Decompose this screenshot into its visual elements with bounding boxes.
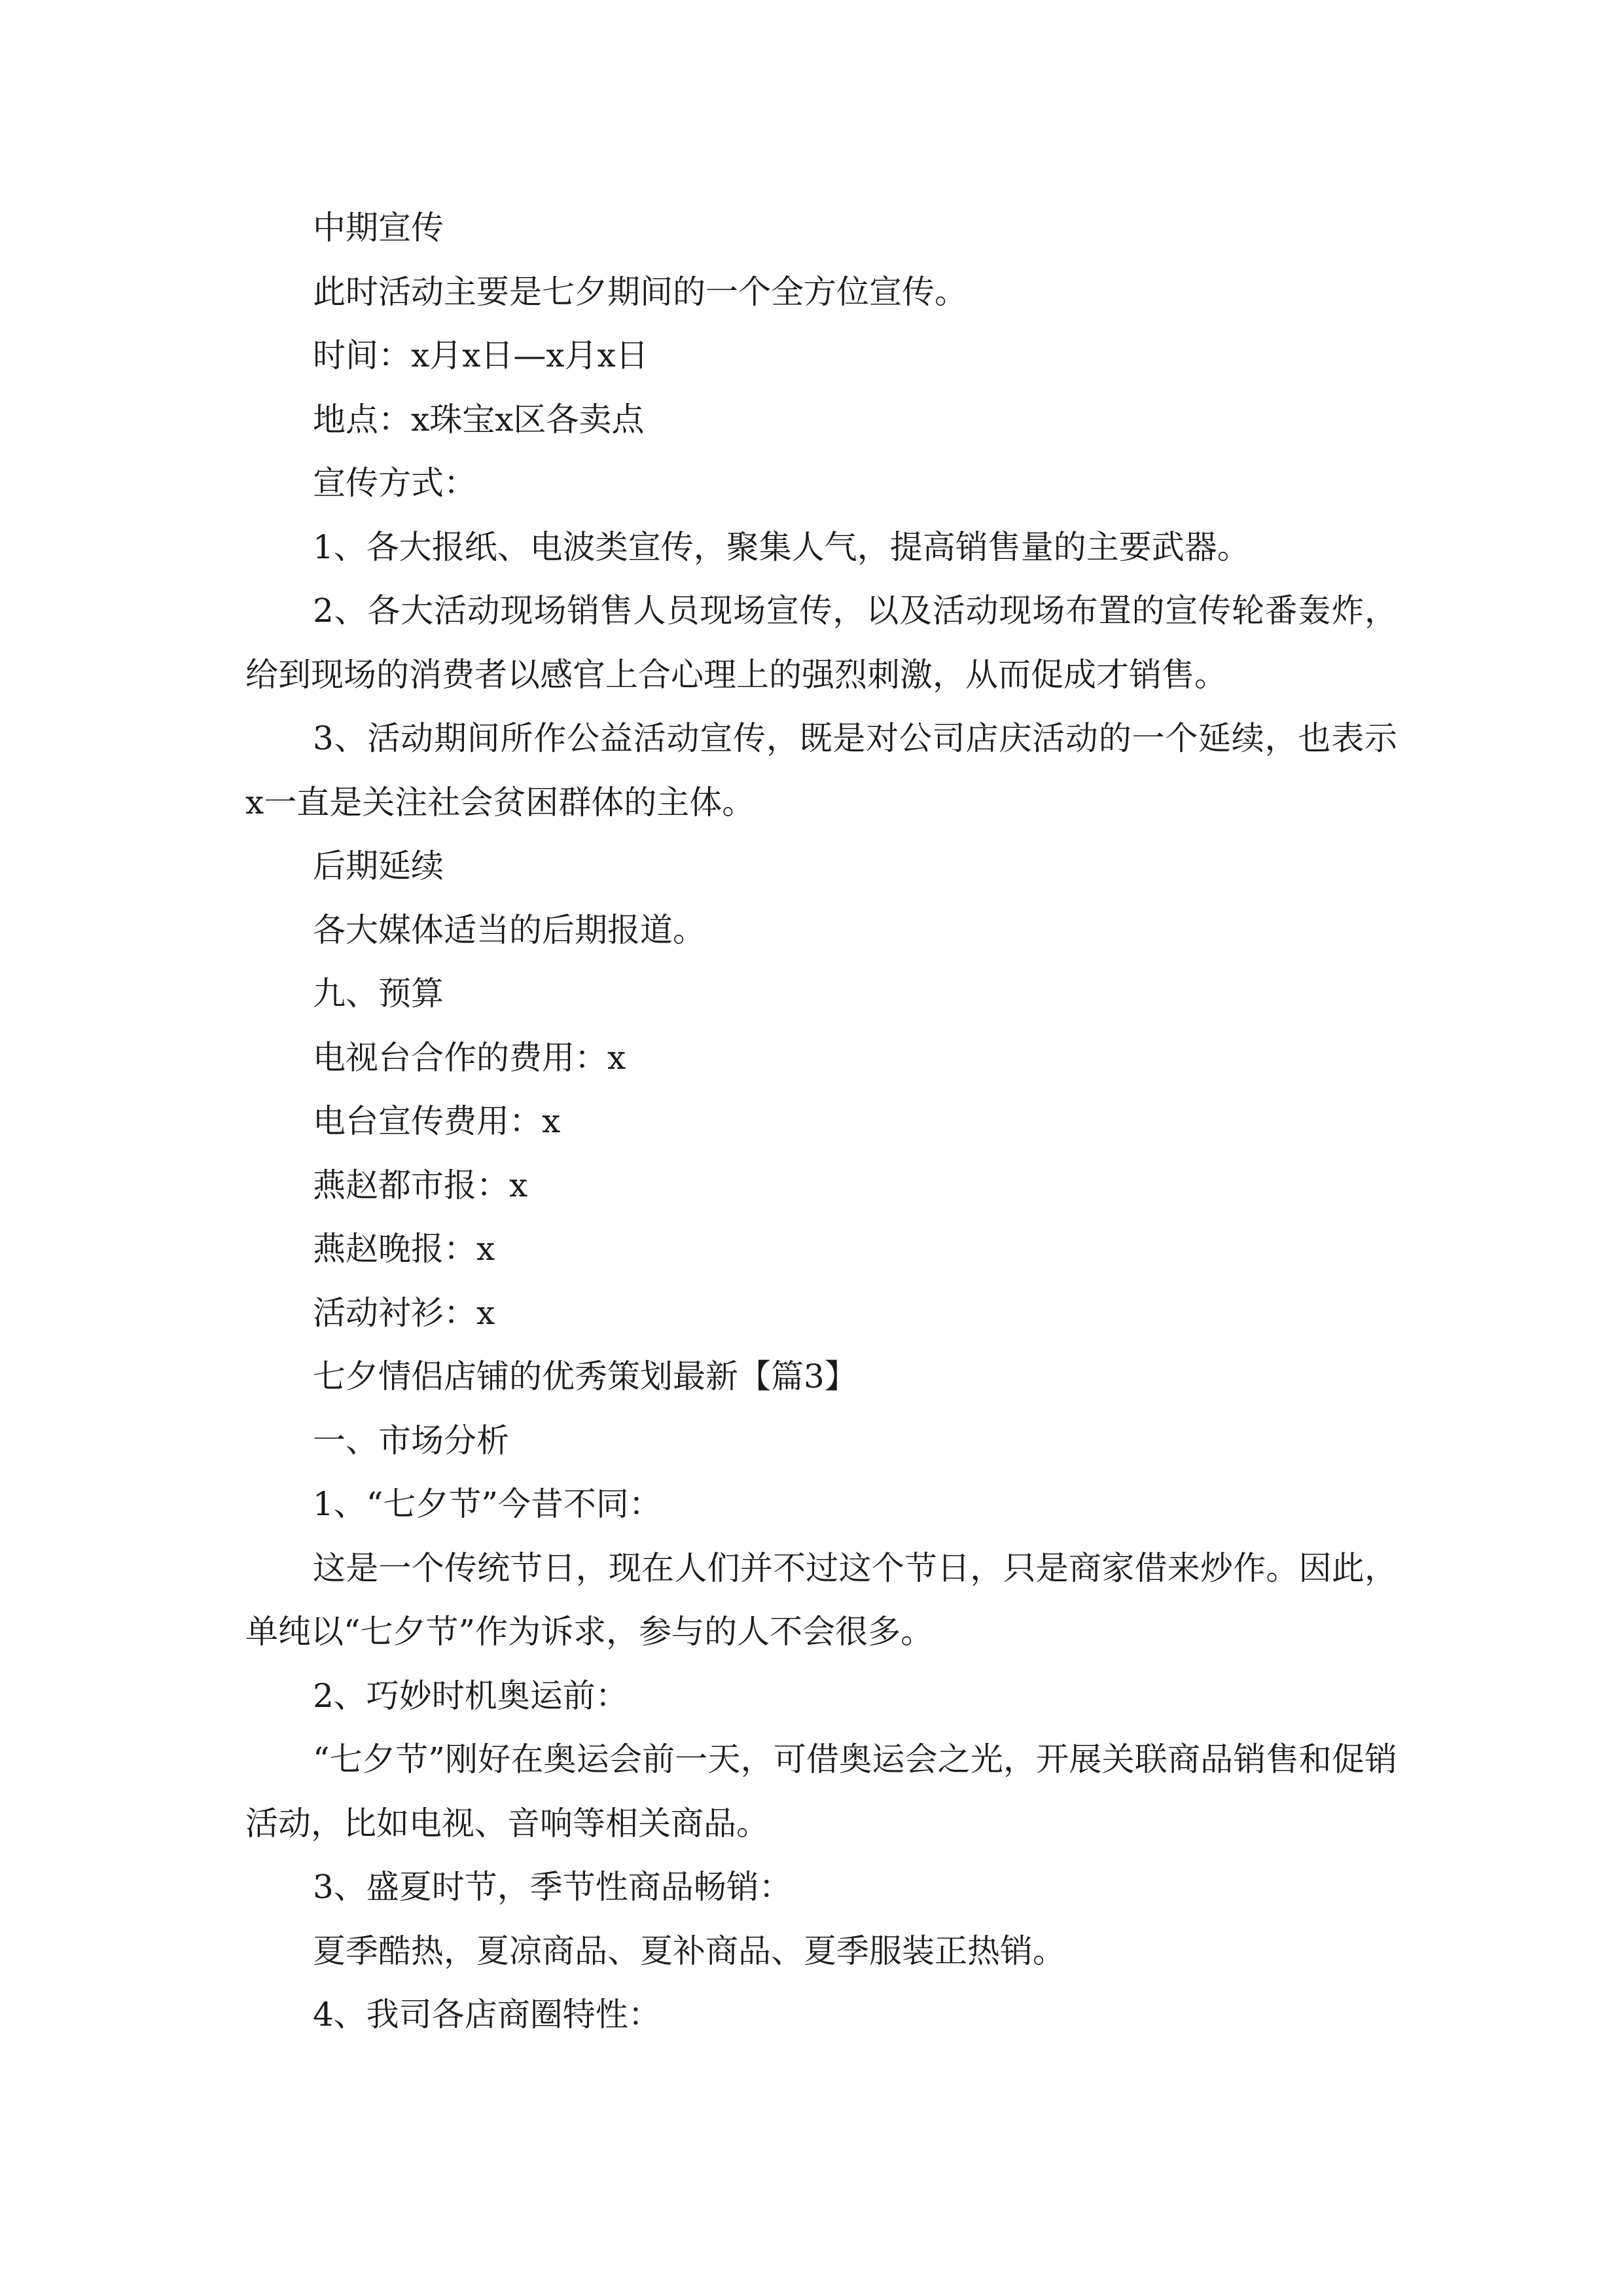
section-heading-follow-up: 后期延续 [313, 847, 444, 885]
paragraph: 夏季酷热，夏凉商品、夏补商品、夏季服装正热销。 [313, 1931, 1065, 1970]
section-heading-market-analysis: 一、市场分析 [313, 1421, 509, 1460]
list-item: 2、巧妙时机奥运前： [313, 1676, 628, 1715]
budget-item: 电台宣传费用：x [313, 1102, 561, 1140]
document-body [245, 196, 1397, 2047]
list-item: 3、盛夏时节，季节性商品畅销： [313, 1868, 792, 1906]
list-item: 3、活动期间所作公益活动宣传，既是对公司店庆活动的一个延续，也表示x一直是关注社会贫困群体的主体。 [245, 719, 1397, 821]
budget-item: 燕赵都市报：x [313, 1166, 528, 1204]
budget-item: 活动衬衫：x [313, 1293, 495, 1332]
paragraph: “七夕节”刚好在奥运会前一天，可借奥运会之光，开展关联商品销售和促销活动，比如电视、音响等相关商品。 [245, 1740, 1397, 1842]
section-heading-mid-promotion: 中期宣传 [313, 209, 444, 247]
budget-item: 燕赵晚报：x [313, 1230, 495, 1268]
paragraph-location: 地点：x珠宝x区各卖点 [313, 400, 645, 439]
paragraph: 各大媒体适当的后期报道。 [313, 910, 705, 949]
budget-item: 电视台合作的费用：x [313, 1038, 626, 1077]
list-item: 1、“七夕节”今昔不同： [313, 1485, 662, 1523]
list-item: 2、各大活动现场销售人员现场宣传，以及活动现场布置的宣传轮番轰炸，给到现场的消费者以感官上合心理上的强烈刺激，从而促成才销售。 [245, 592, 1397, 694]
paragraph: 这是一个传统节日，现在人们并不过这个节日，只是商家借来炒作。因此，单纯以“七夕节”作为诉求，参与的人不会很多。 [245, 1549, 1397, 1651]
paragraph-time: 时间：x月x日—x月x日 [313, 336, 649, 374]
paragraph: 此时活动主要是七夕期间的一个全方位宣传。 [313, 272, 967, 311]
article-title: 七夕情侣店铺的优秀策划最新【篇3】 [313, 1357, 857, 1395]
section-heading-budget: 九、预算 [313, 975, 444, 1013]
list-item: 4、我司各店商圈特性： [313, 1996, 661, 2034]
list-item: 1、各大报纸、电波类宣传，聚集人气，提高销售量的主要武器。 [313, 528, 1250, 566]
paragraph-promotion-methods: 宣传方式： [313, 464, 476, 502]
